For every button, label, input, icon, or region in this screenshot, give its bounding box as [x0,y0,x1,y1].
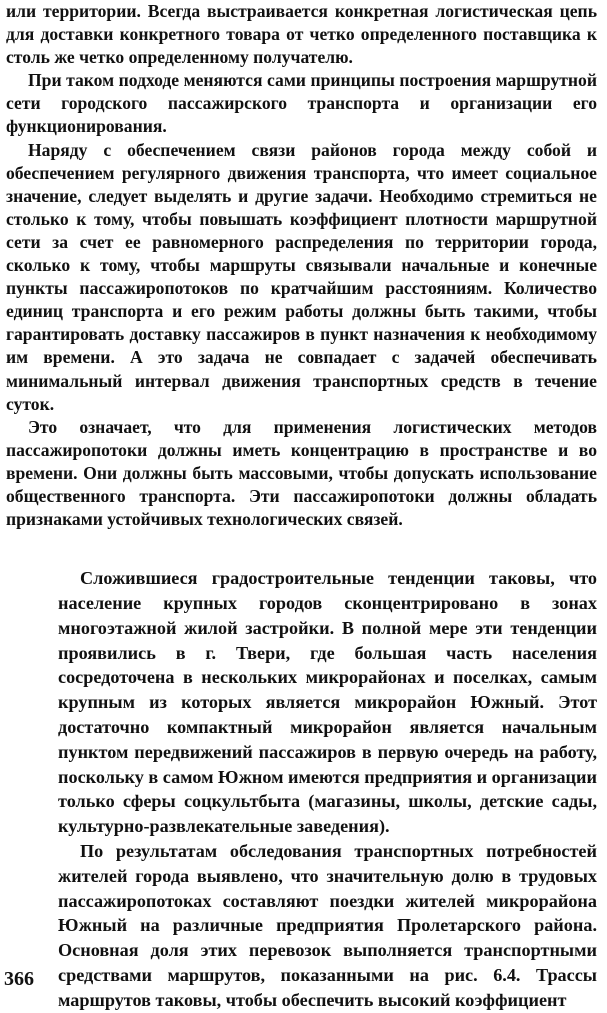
paragraph-tasks: Наряду с обеспечением связи районов города между собой и обеспечением регулярного движения транспорта, что имеет социальное значение, следует выделять и другие задачи. Необходимо стремиться не столько к тому, чтобы повышать коэффициент плотности маршрутной сети за счет ее равномерного распределения по территории города, сколько к тому, чтобы маршруты связывали начальные и конечные пункты пассажиропотоков по кратчайшим расстояниям. Количество единиц транспорта и его режим работы должны быть такими, чтобы гарантировать доставку пассажиров в пункт назначения к необходимому им времени. А это задача не совпадает с задачей обеспечивать минимальный интервал движения транспортных средств в течение суток. [6,139,597,414]
paragraph-continuation: или территории. Всегда выстраивается конкретная логистическая цепь для доставки конкретного товара от четко определенного поставщика к столь же четко определенному получателю. [6,1,597,68]
text-block-lower [58,566,597,1012]
paragraph-survey-results: По результатам обследования транспортных потребностей жителей города выявлено, что значительную долю в трудовых пассажиропотоках составляют поездки жителей микрорайона Южный на различные предприятия Пролетарского района. Основная доля этих перевозок выполняется транспортными средствами маршрутов, показанными на рис. 6.4. Трассы маршрутов таковы, чтобы обеспечить высокий коэффициент [58,840,597,1010]
paragraph-concentration: Это означает, что для применения логистических методов пассажиропотоки должны иметь концентрацию в пространстве и во времени. Они должны быть массовыми, чтобы допускать использование общественного транспорта. Эти пассажиропотоки должны обладать признаками устойчивых технологических связей. [6,416,597,530]
paragraph-principles: При таком подходе меняются сами принципы построения маршрутной сети городского пассажирского транспорта и организации его функционирования. [6,70,597,137]
page-number: 366 [4,968,34,990]
paragraph-urban-trends: Сложившиеся градостроительные тенденции таковы, что население крупных городов сконцентрировано в зонах многоэтажной жилой застройки. В полной мере эти тенденции проявились в г. Твери, где большая часть населения сосредоточена в нескольких микрорайонах и поселках, самым крупным из которых является микрорайон Южный. Этот достаточно компактный микрорайон является начальным пунктом передвижений пассажиров в первую очередь на работу, поскольку в самом Южном имеются предприятия и организации только сферы соцкультбыта (магазины, школы, детские сады, культурно-развлекательные заведения). [58,568,597,837]
text-block-upper [6,0,597,531]
section-gap [6,531,597,566]
